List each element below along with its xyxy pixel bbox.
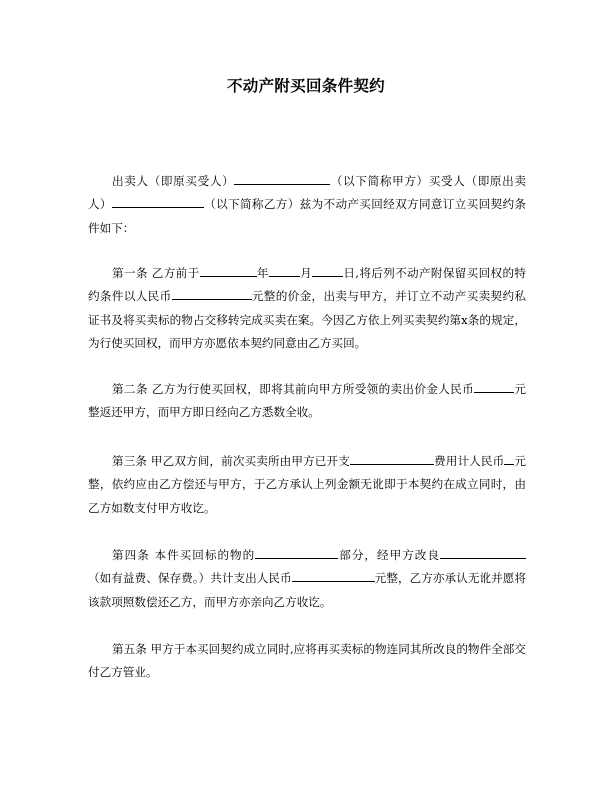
article-3-text-1: 第三条 甲乙双方间，前次买卖所由甲方已开支 [112,454,350,468]
day-blank [312,263,343,277]
sale-price-blank [172,286,252,300]
article-2-text-1: 第二条 乙方为行使买回权，即将其前向甲方所受领的卖出价金人民币 [112,382,475,396]
article-4-text-1: 第四条 本件买回标的物的 [112,548,256,562]
refund-amount-blank [474,379,514,393]
article-5-paragraph [88,638,526,685]
article-1-text-2: 年 [256,266,269,280]
month-blank [269,263,300,277]
preamble-text-3: （以下简称乙方）兹为不动产买回经双方同意订立买回契约条件如下： [88,197,526,235]
preamble-text-2: （以下简称甲方）买受人（即原出卖人） [88,174,526,212]
article-4-text-4: 元整，乙方亦承认无讹并愿将该款项照数偿还乙方，而甲方亦亲向乙方收讫。 [88,571,526,609]
document-title: 不动产附买回条件契约 [226,76,385,95]
preamble-paragraph [88,170,526,240]
year-blank [200,263,257,277]
improved-part-blank [255,545,338,559]
article-1-text-5: 元整的价金，出卖与甲方，并订立不动产买卖契约私证书及将买卖标的物占交移转完成买卖在案。今因乙方依上列买卖契约第x条的规定，为行使买回权，而甲方亦愿依本契约同意由乙方买回。 [88,289,526,350]
buyer-name-blank [234,171,330,185]
article-1-text-3: 月 [299,266,313,280]
expense-amount-blank [504,451,514,465]
article-3-text-3: 元整，依约应由乙方偿还与甲方，于乙方承认上列金额无讹即于本契约在成立同时，由乙方如数支付甲方收讫。 [88,454,526,515]
article-4-text-3: （如有益费、保存费。）共计支出人民币 [88,571,292,586]
article-1-text-1: 第一条 乙方前于 [112,266,200,280]
article-4-text-2: 部分，经甲方改良 [338,548,440,562]
article-3-text-2: 费用计人民币 [433,454,505,468]
article-5-text-1: 第五条 甲方于本买回契约成立同时,应将再买卖标的物连同其所改良的物件全部交付乙方管业。 [88,642,526,680]
preamble-text-1: 出卖人（即原买受人） [112,174,235,188]
article-1-text-4: 日,将后列不动产附保留买回权的特约条件以人民币 [88,266,526,304]
seller-name-blank [112,194,204,208]
article-4-paragraph [88,544,526,614]
article-2-text-2: 元整返还甲方，而甲方即日经向乙方悉数全收。 [88,382,526,420]
article-2-paragraph [88,378,526,425]
article-1-paragraph [88,262,526,355]
article-3-paragraph [88,450,526,520]
improvement-cost-blank [292,568,375,582]
improvement-blank [440,545,526,559]
expense-item-blank [350,451,434,465]
